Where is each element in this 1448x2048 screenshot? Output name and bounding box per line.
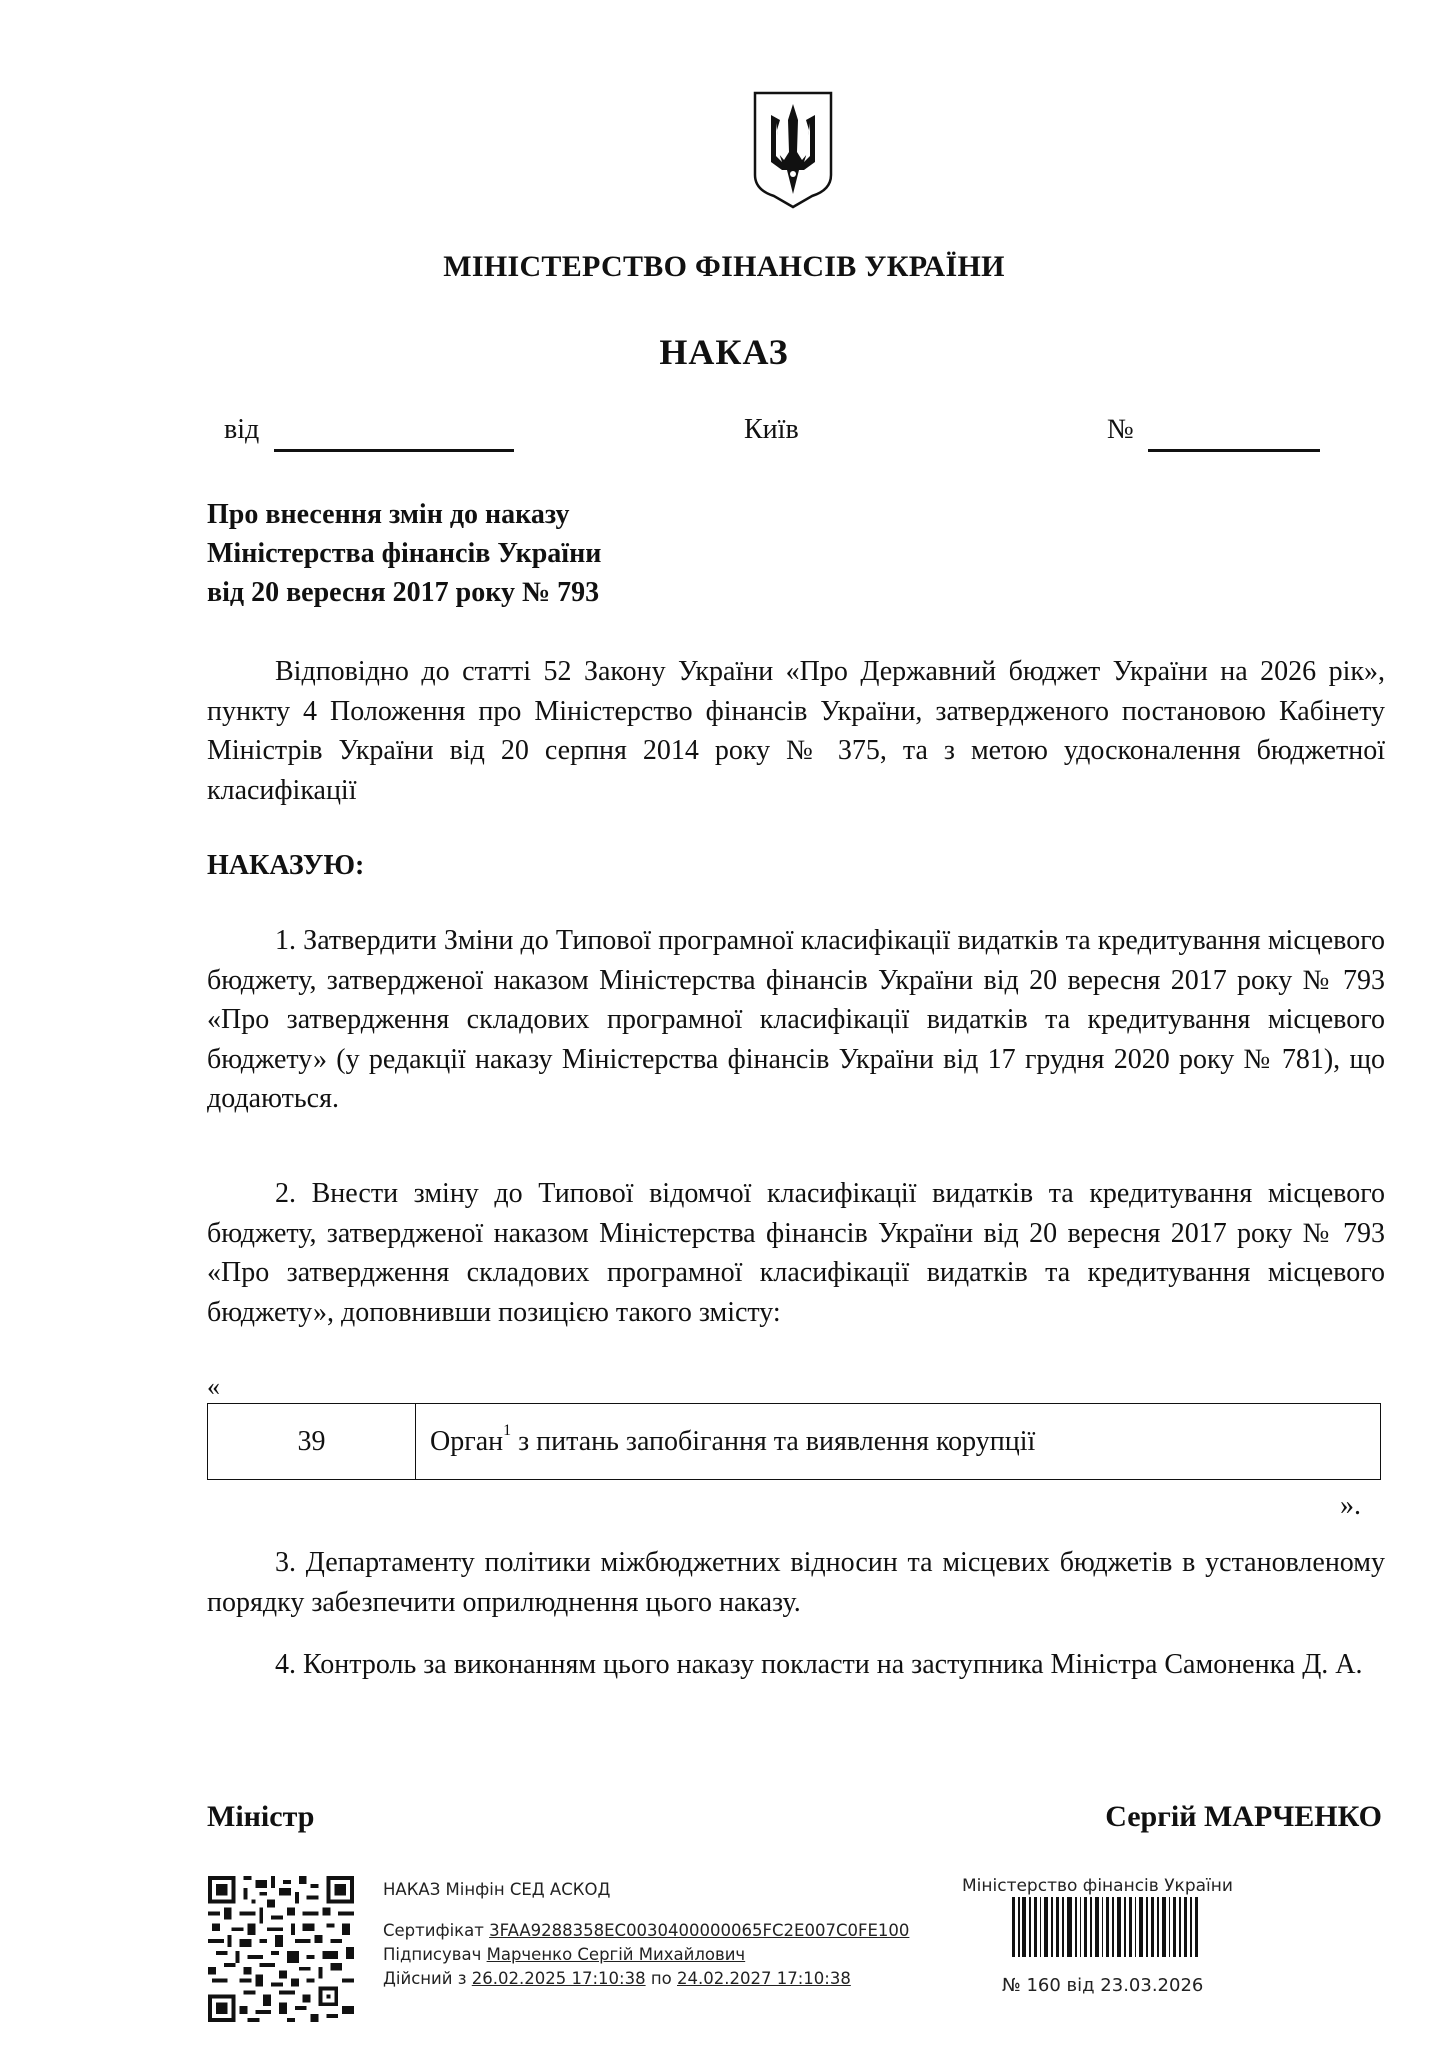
item-2 bbox=[207, 1174, 1385, 1332]
close-quote: ». bbox=[1340, 1490, 1361, 1521]
registration-org: Міністерство фінансів України bbox=[962, 1876, 1233, 1896]
table-row bbox=[208, 1404, 1381, 1480]
preamble-text: Відповідно до статті 52 Закону України «Про Державний бюджет України на 2026 рік», пункту 4 Положення про Міністерство фінансів України, затвердженого постановою Кабінету Міністрів України від 20 серпня 2014 року № 375, та з метою удосконалення бюджетної класифікації bbox=[207, 656, 1385, 806]
signer-label: Підписувач bbox=[383, 1945, 482, 1964]
item-4 bbox=[207, 1645, 1385, 1685]
name-text: Орган bbox=[430, 1425, 504, 1457]
esign-certificate bbox=[383, 1921, 909, 1940]
date-field bbox=[274, 449, 514, 452]
valid-from-label: Дійсний з bbox=[383, 1969, 467, 1988]
cert-value: 3FAA9288358EC0030400000065FC2E007C0FE100 bbox=[489, 1921, 910, 1940]
open-quote: « bbox=[207, 1372, 220, 1401]
item-3 bbox=[207, 1543, 1385, 1622]
item-text: 3. Департаменту політики міжбюджетних відносин та місцевих бюджетів в установленому порядку забезпечити оприлюднення цього наказу. bbox=[207, 1547, 1385, 1618]
name-text-rest: з питань запобігання та виявлення корупції bbox=[511, 1425, 1036, 1457]
date-label: від bbox=[224, 414, 260, 445]
signatory-position: Міністр bbox=[207, 1800, 315, 1833]
number-field bbox=[1148, 449, 1320, 452]
ministry-title: МІНІСТЕРСТВО ФІНАНСІВ УКРАЇНИ bbox=[443, 250, 1005, 283]
insert-table bbox=[207, 1403, 1381, 1480]
footnote-mark: 1 bbox=[503, 1421, 512, 1439]
valid-from-value: 26.02.2025 17:10:38 bbox=[471, 1969, 646, 1988]
qr-code-icon bbox=[207, 1876, 355, 2022]
esign-system: НАКАЗ Мінфін СЕД АСКОД bbox=[383, 1880, 611, 1899]
preamble bbox=[207, 652, 1385, 810]
subject-block bbox=[207, 495, 601, 612]
coat-of-arms-icon bbox=[752, 90, 834, 210]
item-text: 2. Внести зміну до Типової відомчої класифікації видатків та кредитування місцевого бюджету, затвердженої наказом Міністерства фінансів України від 20 вересня 2017 року № 793 «Про затвердження складових програмної класифікації видатків та кредитування місцевого бюджету», доповнивши позицією такого змісту: bbox=[207, 1178, 1385, 1328]
subject-line: Міністерства фінансів України bbox=[207, 538, 602, 569]
order-word: НАКАЗУЮ: bbox=[207, 850, 365, 881]
signatory-name: Сергій МАРЧЕНКО bbox=[1105, 1800, 1382, 1833]
document-type: НАКАЗ bbox=[659, 332, 789, 372]
table-cell-name bbox=[416, 1404, 1381, 1480]
subject-line: від 20 вересня 2017 року № 793 bbox=[207, 577, 600, 608]
item-text: 1. Затвердити Зміни до Типової програмної класифікації видатків та кредитування місцевого бюджету, затвердженої наказом Міністерства фінансів України від 20 вересня 2017 року № 793 «Про затвердження складових програмної класифікації видатків та кредитування місцевого бюджету» (у редакції наказу Міністерства фінансів України від 17 грудня 2020 року № 781), що додаються. bbox=[207, 925, 1385, 1114]
esign-signer bbox=[383, 1945, 745, 1964]
cert-label: Сертифікат bbox=[383, 1921, 484, 1940]
signer-value: Марченко Сергій Михайлович bbox=[486, 1945, 746, 1964]
item-1 bbox=[207, 921, 1385, 1119]
valid-to-label: по bbox=[650, 1969, 672, 1988]
item-text: 4. Контроль за виконанням цього наказу покласти на заступника Міністра Самоненка Д. А. bbox=[275, 1649, 1363, 1680]
esign-validity bbox=[383, 1969, 851, 1988]
number-label: № bbox=[1107, 414, 1134, 445]
barcode-icon bbox=[1012, 1897, 1202, 1957]
subject-line: Про внесення змін до наказу bbox=[207, 499, 570, 530]
table-cell-code: 39 bbox=[208, 1404, 416, 1480]
city: Київ bbox=[744, 414, 799, 445]
valid-to-value: 24.02.2027 17:10:38 bbox=[677, 1969, 851, 1988]
registration-number: № 160 від 23.03.2026 bbox=[1002, 1975, 1204, 1996]
